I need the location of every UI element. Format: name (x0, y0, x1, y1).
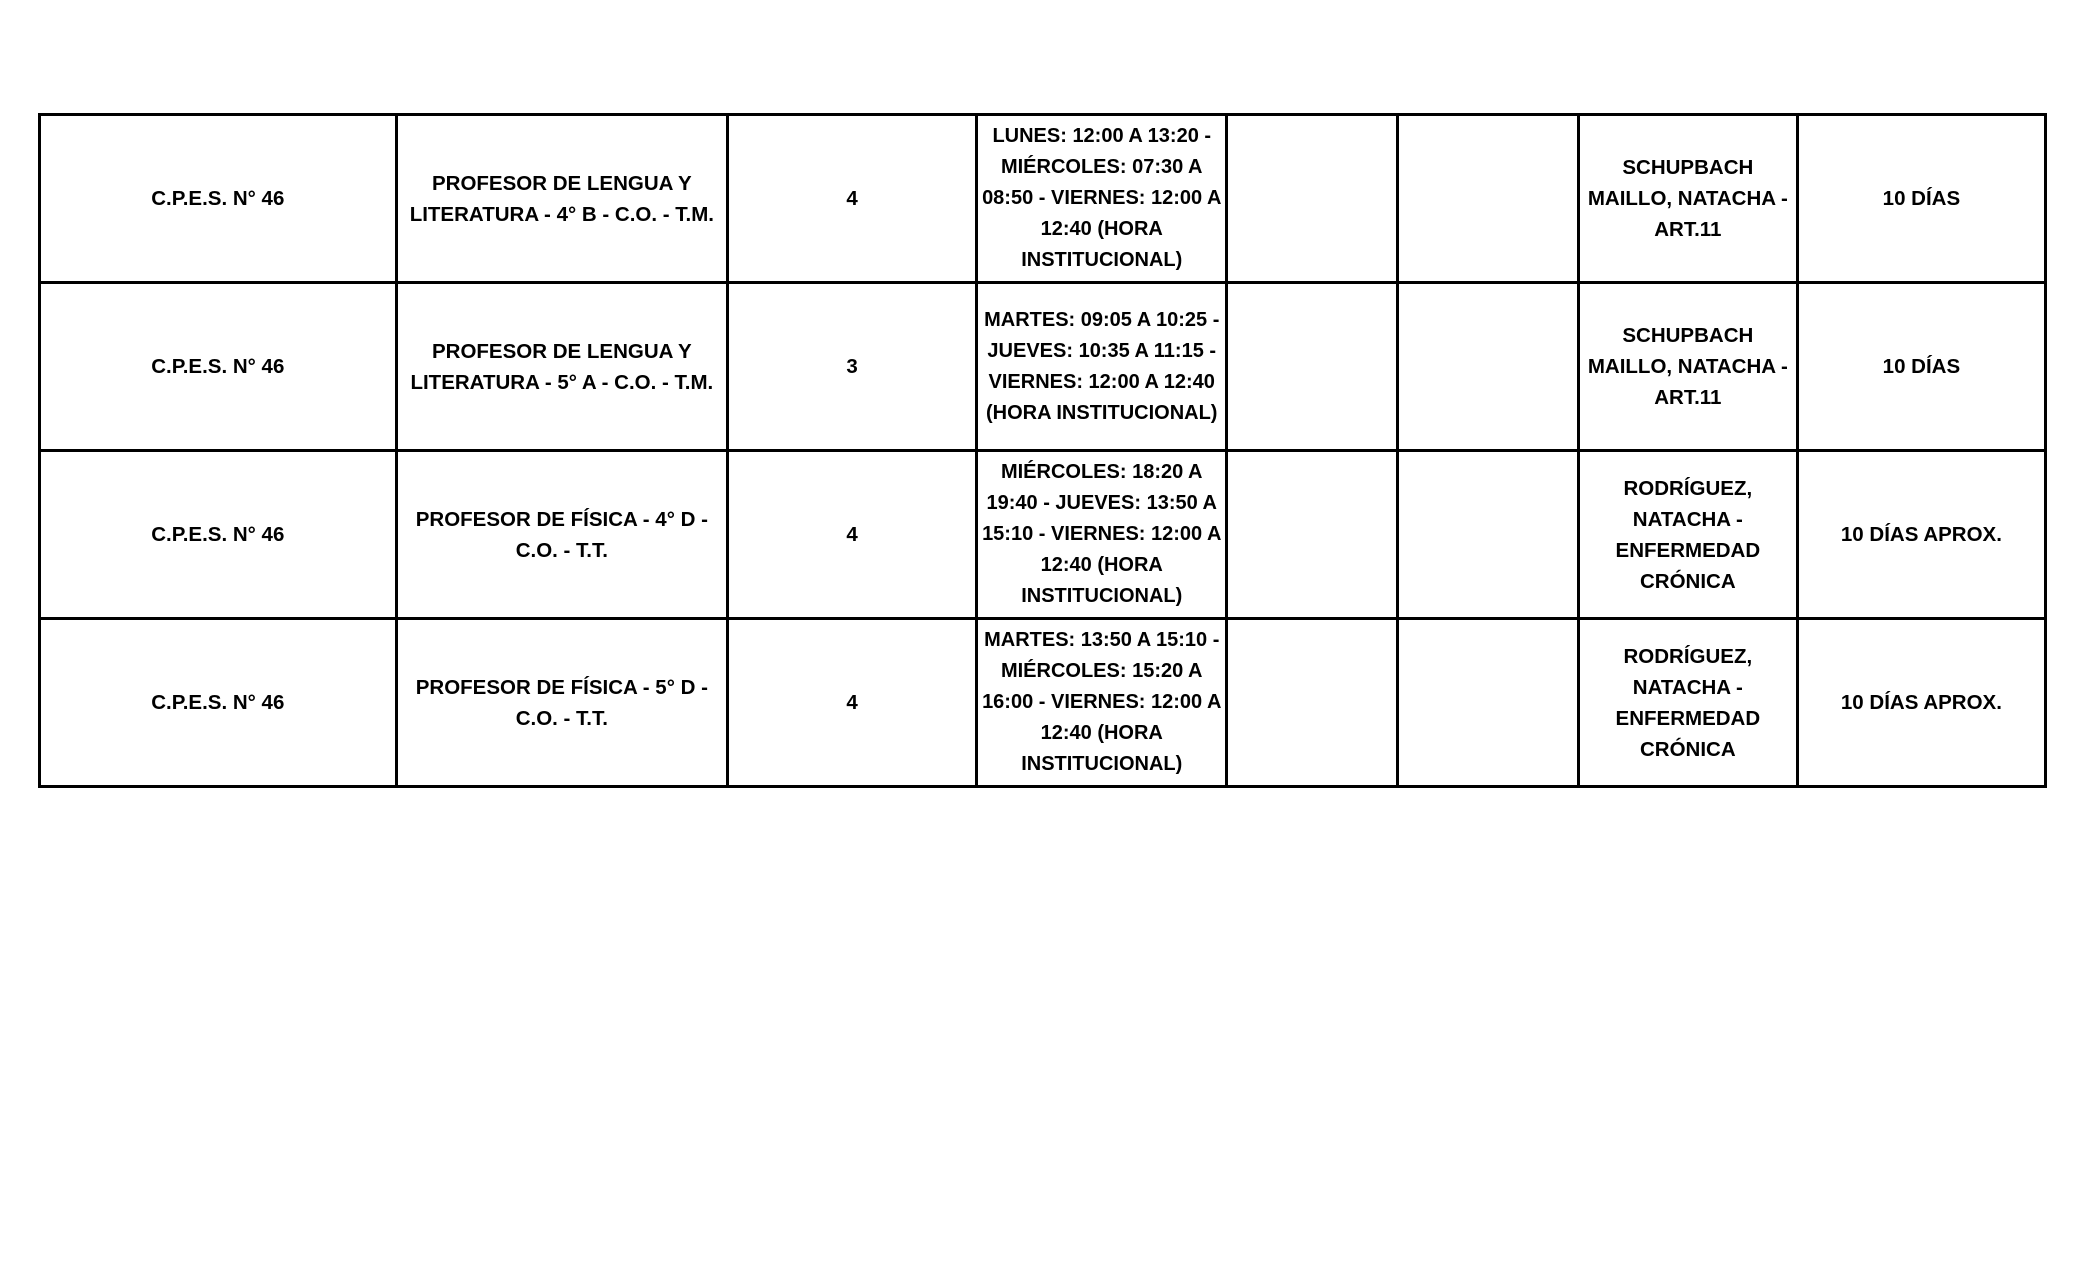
institution-cell: C.P.E.S. N° 46 (40, 283, 397, 451)
hours-cell: 3 (728, 283, 977, 451)
empty-cell (1398, 451, 1579, 619)
schedule-cell: MARTES: 09:05 A 10:25 - JUEVES: 10:35 A 11:15 - VIERNES: 12:00 A 12:40 (HORA INSTITUCIONAL) (977, 283, 1227, 451)
empty-cell (1227, 115, 1398, 283)
table-row (40, 115, 2046, 283)
position-cell: PROFESOR DE FÍSICA - 5° D - C.O. - T.T. (396, 619, 727, 787)
institution-cell: C.P.E.S. N° 46 (40, 115, 397, 283)
institution-cell: C.P.E.S. N° 46 (40, 619, 397, 787)
empty-cell (1227, 619, 1398, 787)
institution-cell: C.P.E.S. N° 46 (40, 451, 397, 619)
empty-cell (1398, 115, 1579, 283)
duration-cell: 10 DÍAS (1797, 283, 2045, 451)
teacher-cell: SCHUPBACH MAILLO, NATACHA - ART.11 (1578, 115, 1797, 283)
duration-cell: 10 DÍAS APROX. (1797, 619, 2045, 787)
duration-cell: 10 DÍAS APROX. (1797, 451, 2045, 619)
table-row (40, 283, 2046, 451)
empty-cell (1398, 619, 1579, 787)
teacher-cell: RODRÍGUEZ, NATACHA - ENFERMEDAD CRÓNICA (1578, 619, 1797, 787)
empty-cell (1227, 283, 1398, 451)
schedule-cell: MARTES: 13:50 A 15:10 - MIÉRCOLES: 15:20 A 16:00 - VIERNES: 12:00 A 12:40 (HORA INSTITUCIONAL) (977, 619, 1227, 787)
position-cell: PROFESOR DE LENGUA Y LITERATURA - 5° A - C.O. - T.M. (396, 283, 727, 451)
empty-cell (1227, 451, 1398, 619)
teacher-cell: RODRÍGUEZ, NATACHA - ENFERMEDAD CRÓNICA (1578, 451, 1797, 619)
table-row (40, 619, 2046, 787)
hours-cell: 4 (728, 619, 977, 787)
position-cell: PROFESOR DE LENGUA Y LITERATURA - 4° B - C.O. - T.M. (396, 115, 727, 283)
position-cell: PROFESOR DE FÍSICA - 4° D - C.O. - T.T. (396, 451, 727, 619)
hours-cell: 4 (728, 451, 977, 619)
schedule-cell: MIÉRCOLES: 18:20 A 19:40 - JUEVES: 13:50 A 15:10 - VIERNES: 12:00 A 12:40 (HORA INSTITUCIONAL) (977, 451, 1227, 619)
empty-cell (1398, 283, 1579, 451)
duration-cell: 10 DÍAS (1797, 115, 2045, 283)
schedule-cell: LUNES: 12:00 A 13:20 - MIÉRCOLES: 07:30 A 08:50 - VIERNES: 12:00 A 12:40 (HORA INSTITUCIONAL) (977, 115, 1227, 283)
teacher-cell: SCHUPBACH MAILLO, NATACHA - ART.11 (1578, 283, 1797, 451)
table-row (40, 451, 2046, 619)
hours-cell: 4 (728, 115, 977, 283)
vacancies-table (38, 113, 2047, 788)
document-page (38, 113, 2047, 788)
